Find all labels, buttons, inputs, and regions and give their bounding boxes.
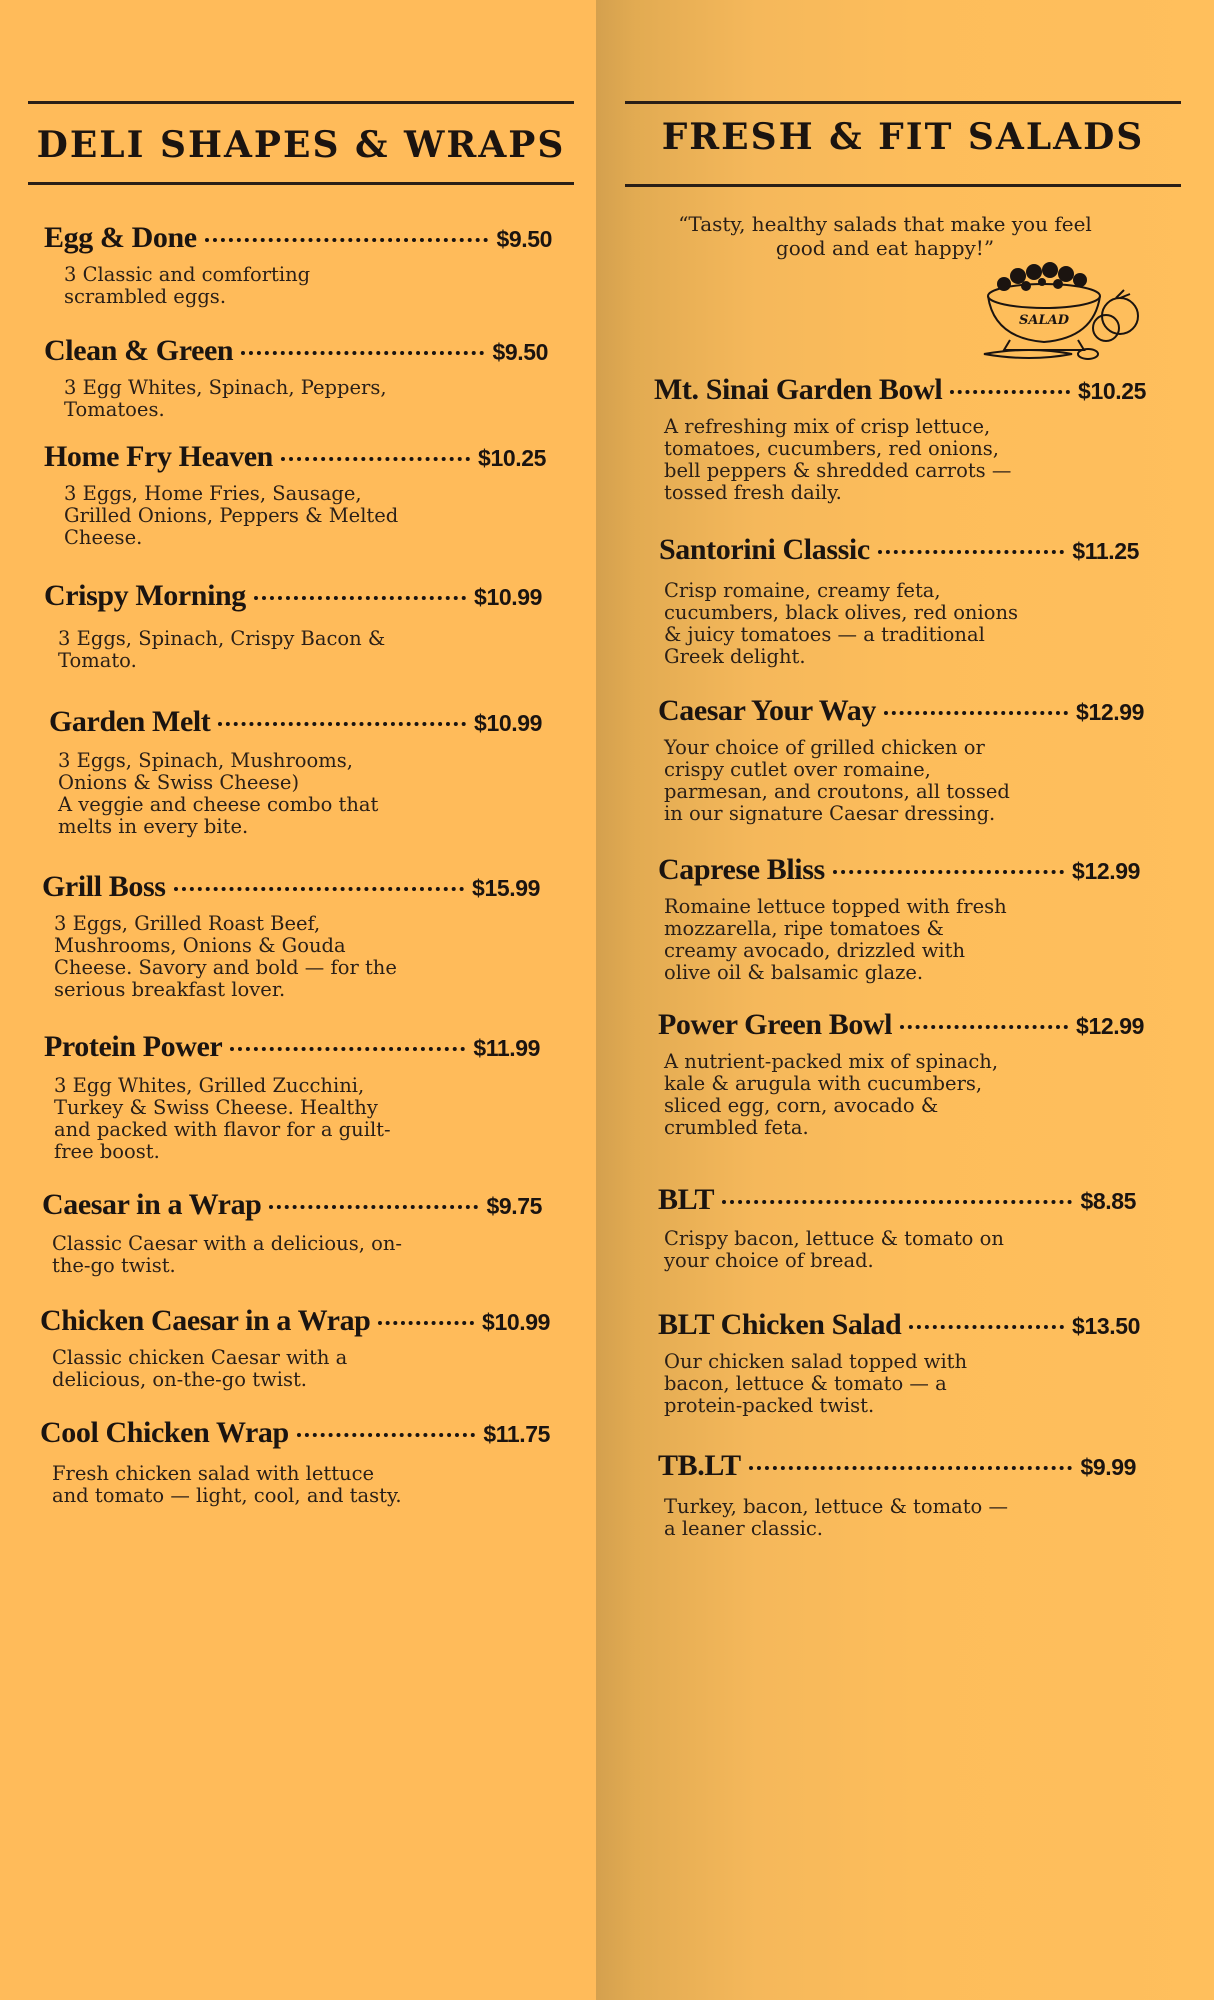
menu-item [40,1304,550,1391]
item-name: Grill Boss [42,870,166,903]
item-description: Fresh chicken salad with lettuce and tomato — light, cool, and tasty. [52,1462,402,1507]
item-name: BLT Chicken Salad [658,1308,902,1341]
salad-tagline: “Tasty, healthy salads that make you feel good and eat happy!” [678,212,1092,260]
item-price: $11.25 [1072,538,1139,564]
item-price: $12.99 [1072,858,1140,884]
item-description: 3 Eggs, Spinach, Mushrooms, Onions & Swiss Cheese) A veggie and cheese combo that melts in every bite. [58,749,379,838]
dot-leader [909,1325,1064,1329]
item-name: BLT [658,1183,715,1216]
item-description: 3 Egg Whites, Spinach, Peppers, Tomatoes. [64,376,387,421]
left-title-top-rule [28,101,574,104]
item-description: Crisp romaine, creamy feta, cucumbers, black olives, red onions & juicy tomatoes — a traditional Greek delight. [664,579,1019,668]
menu-item [659,533,1139,668]
menu-item [658,853,1140,984]
menu-item [658,1008,1144,1139]
item-price: $11.99 [473,1035,540,1061]
dot-leader [900,1025,1068,1029]
item-name: Caprese Bliss [658,853,825,886]
dot-leader [878,550,1065,554]
right-title-top-rule [625,101,1181,104]
item-name: Caesar Your Way [658,694,876,727]
dot-leader [378,1321,474,1325]
dot-leader [833,870,1064,874]
dot-leader [950,390,1070,394]
item-description: Classic chicken Caesar with a delicious, on-the-go twist. [52,1346,348,1391]
item-description: Classic Caesar with a delicious, on- the-go twist. [52,1232,402,1277]
item-price: $10.25 [1078,378,1146,404]
salad-illustration-label: SALAD [1019,313,1069,328]
dot-leader [218,722,466,726]
item-price: $10.99 [474,710,542,736]
item-description: A nutrient-packed mix of spinach, kale & arugula with cucumbers, sliced egg, corn, avocado & crumbled feta. [664,1050,999,1139]
item-description: 3 Eggs, Spinach, Crispy Bacon & Tomato. [58,627,386,672]
menu-item [654,373,1146,504]
item-name: Power Green Bowl [658,1008,893,1041]
item-price: $15.99 [472,875,540,901]
dot-leader [722,1200,1072,1204]
item-name: Cool Chicken Wrap [40,1416,289,1449]
dot-leader [269,1205,478,1209]
dot-leader [241,351,484,355]
item-description: Romaine lettuce topped with fresh mozzarella, ripe tomatoes & creamy avocado, drizzled with olive oil & balsamic glaze. [664,895,1007,984]
dot-leader [230,1047,465,1051]
dot-leader [749,1466,1073,1470]
menu-item [44,221,552,308]
menu-item [40,1416,550,1507]
item-description: Our chicken salad topped with bacon, lettuce & tomato — a protein-packed twist. [664,1350,968,1417]
item-name: Protein Power [44,1030,223,1063]
menu-item [44,1030,540,1163]
item-name: Caesar in a Wrap [42,1188,262,1221]
item-name: Crispy Morning [44,579,246,612]
item-description: Turkey, bacon, lettuce & tomato — a leaner classic. [664,1495,1008,1540]
item-description: 3 Eggs, Home Fries, Sausage, Grilled Onions, Peppers & Melted Cheese. [64,482,399,549]
item-price: $11.75 [483,1421,550,1447]
item-description: Crispy bacon, lettuce & tomato on your choice of bread. [664,1227,1004,1272]
menu-item [44,334,548,421]
left-section-title: DELI SHAPES & WRAPS [36,124,566,166]
left-title-bottom-rule [28,182,574,185]
item-price: $9.50 [492,339,548,365]
item-description: Your choice of grilled chicken or crispy cutlet over romaine, parmesan, and croutons, all tossed in our signature Caesar dressing. [664,736,1010,825]
menu-item [44,440,546,549]
item-price: $10.99 [482,1309,550,1335]
item-price: $9.75 [486,1193,542,1219]
item-description: 3 Classic and comforting scrambled eggs. [64,263,311,308]
menu-item [658,1308,1140,1417]
item-name: Home Fry Heaven [44,440,273,473]
menu-item [658,694,1144,825]
menu-item [42,870,540,1001]
menu-item [49,705,542,838]
dot-leader [205,238,489,242]
item-name: Garden Melt [49,705,211,738]
item-name: Santorini Classic [659,533,870,566]
item-price: $10.99 [474,584,542,610]
item-description: A refreshing mix of crisp lettuce, tomatoes, cucumbers, red onions, bell peppers & shredded carrots — tossed fresh daily. [664,415,1012,504]
item-name: Mt. Sinai Garden Bowl [654,373,943,406]
item-price: $9.99 [1080,1454,1136,1480]
item-name: Clean & Green [44,334,234,367]
item-description: 3 Egg Whites, Grilled Zucchini, Turkey & Swiss Cheese. Healthy and packed with flavor for a guilt- free boost. [54,1074,391,1163]
menu-item [42,1188,542,1277]
dot-leader [254,596,466,600]
menu-item [658,1183,1136,1272]
item-name: TB.LT [658,1449,741,1482]
item-price: $8.85 [1080,1188,1136,1214]
dot-leader [174,887,465,891]
item-description: 3 Eggs, Grilled Roast Beef, Mushrooms, Onions & Gouda Cheese. Savory and bold — for the serious breakfast lover. [54,912,397,1001]
menu-item [44,579,542,672]
right-title-bottom-rule [625,184,1181,187]
item-name: Egg & Done [44,221,197,254]
item-price: $9.50 [496,226,552,252]
dot-leader [297,1433,476,1437]
item-name: Chicken Caesar in a Wrap [40,1304,371,1337]
item-price: $13.50 [1072,1313,1140,1339]
item-price: $12.99 [1076,699,1144,725]
dot-leader [884,711,1068,715]
item-price: $10.25 [478,445,546,471]
menu-item [658,1449,1136,1540]
right-section-title: FRESH & FIT SALADS [661,116,1145,158]
dot-leader [281,457,470,461]
item-price: $12.99 [1076,1013,1144,1039]
salad-bowl-illustration [980,254,1146,364]
